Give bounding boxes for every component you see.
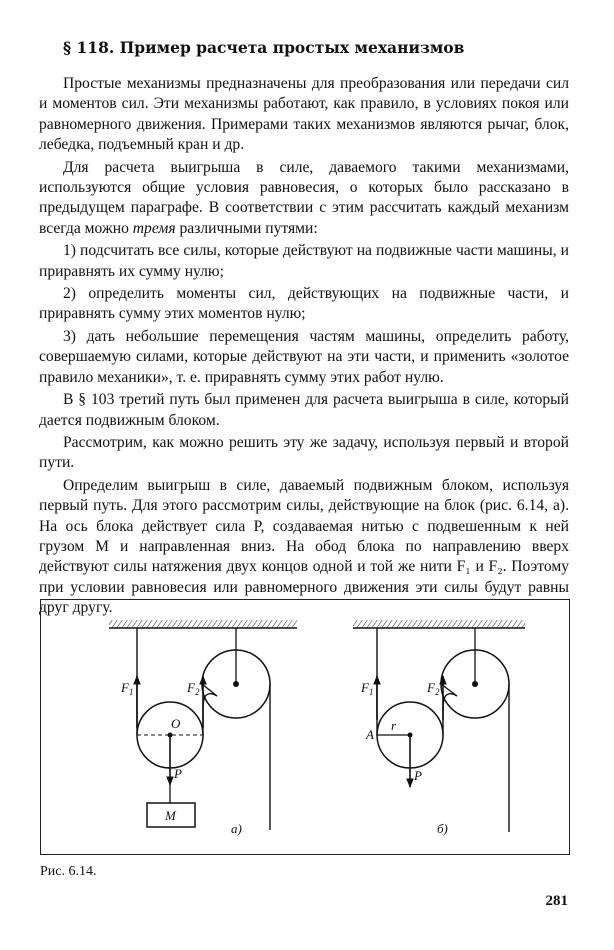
paragraph: Рассмотрим, как можно решить эту же задачу, используя первый и второй пути. (39, 433, 569, 472)
label-f2: $F_2$ (187, 680, 200, 697)
paragraph: В § 103 третий путь был применен для расчета выигрыша в силе, который дается подвижным блоком. (39, 391, 569, 429)
paragraph-part: Для расчета выигрыша в силе, даваемого такими механизмами, используются общие условия равновесия, о которых было рассказано в предыдущем параграфе. В соответствии с этим рассчитать каждый механизм всегда можно (39, 158, 569, 237)
panel-label-b: б) (437, 821, 448, 836)
pulley-diagram (41, 600, 571, 856)
ceiling-hatch (353, 620, 525, 628)
emphasis: тремя (132, 219, 176, 237)
label-f1: $F_1$ (121, 680, 134, 697)
page-number: 281 (545, 893, 568, 909)
figure-caption: Рис. 6.14. (40, 864, 97, 879)
label-f1: $F_1$ (361, 680, 374, 697)
paragraph: Определим выигрыш в силе, даваемый подвижным блоком, используя первый путь. Для этого рассмотрим силы, действующие на блок (рис. 6.14, а). На ось блока действует сила P, создаваемая нитью с подвешенным к ней грузом M и направленная вниз. На обод блока по направлению вверх действуют силы натяжения двух концов одной и той же нити F₁ и F₂. Поэтому при условии равновесия или равномерного движения эти силы будут равны друг другу. (39, 476, 569, 617)
pulley-figure (40, 599, 570, 855)
label-p: P (414, 768, 422, 783)
list-item: 1) подсчитать все силы, которые действуют на подвижные части машины, и приравнять их сумму нулю; (39, 242, 569, 280)
ceiling-hatch (109, 620, 297, 628)
label-o: O (171, 716, 181, 731)
label-a: A (366, 727, 374, 742)
label-m: M (165, 808, 176, 823)
label-r: r (391, 718, 397, 733)
rope-middle (202, 684, 217, 735)
body-text (39, 74, 569, 619)
diagram-a (109, 620, 297, 836)
paragraph (39, 158, 569, 240)
paragraph: Простые механизмы предназначены для преобразования или передачи сил и моментов сил. Эти механизмы работают, как правило, в условиях покоя или равномерного движения. Примерами таких механизмов являются рычаг, блок, лебедка, подъемный кран и др. (39, 75, 569, 154)
label-p: P (174, 766, 182, 781)
diagram-b (353, 620, 525, 836)
panel-label-a: а) (231, 821, 242, 836)
list-item: 3) дать небольшие перемещения частям машины, определить работу, совершаемую силами, которые действуют на эти части, и применить «золотое правило механики», т. е. приравнять сумму этих работ нулю. (39, 327, 569, 386)
section-title: § 118. Пример расчета простых механизмов (63, 38, 465, 57)
label-f2: $F_2$ (427, 680, 440, 697)
paragraph-part: различными путями: (175, 219, 318, 237)
list-item: 2) определить моменты сил, действующих на подвижные части, и приравнять сумму этих моментов нулю; (39, 285, 569, 323)
